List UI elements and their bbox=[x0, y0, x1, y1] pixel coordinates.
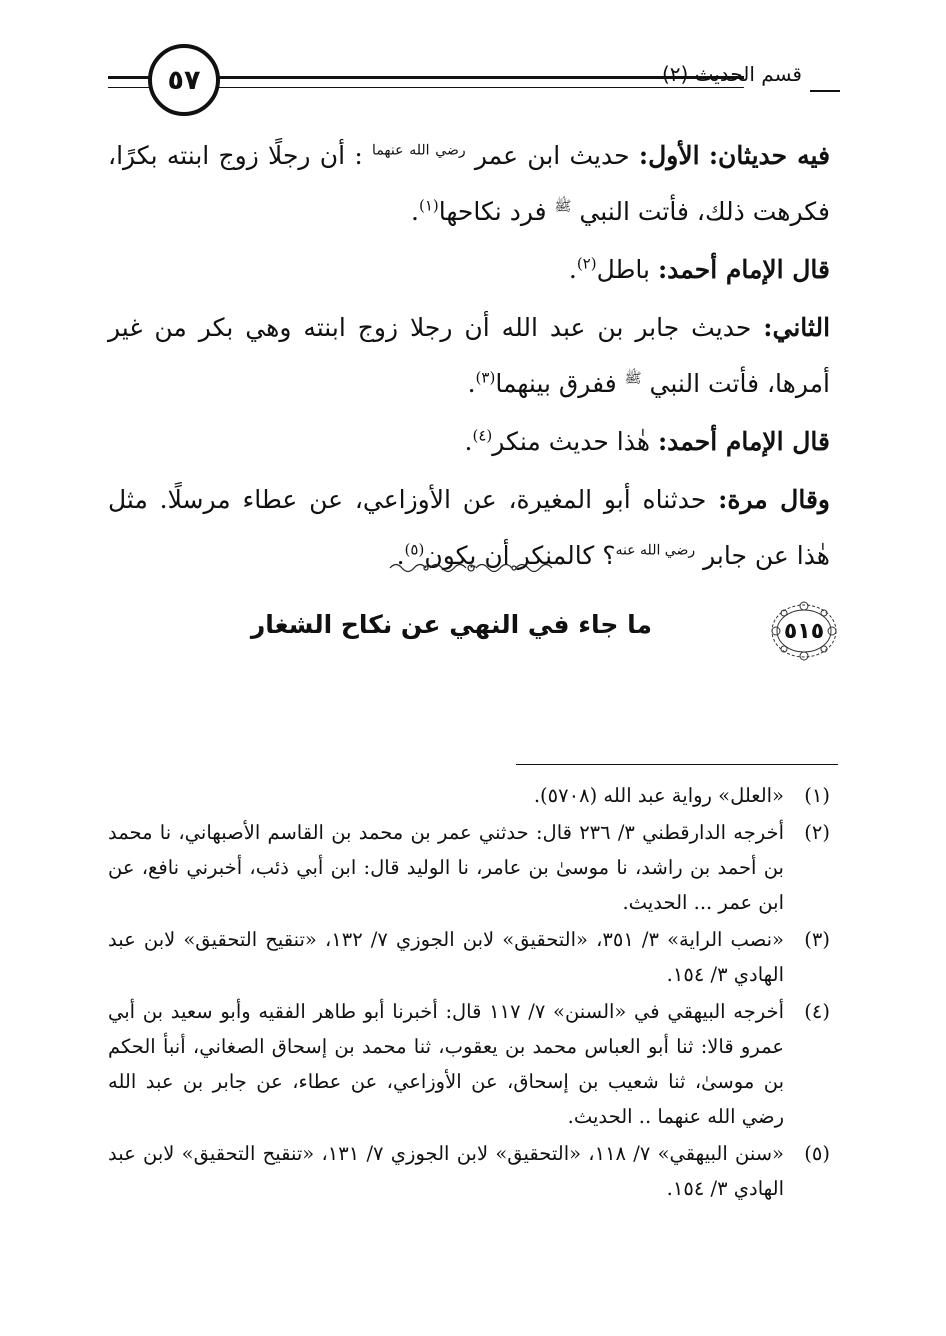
footnote-number: (١) bbox=[804, 784, 830, 807]
paragraph-text: : أن رجلًا زوج ابنته بكرًا، فكرهت ذلك، فأتت النبي bbox=[108, 141, 830, 226]
paragraph-end: . bbox=[464, 427, 473, 456]
footnote-ref: (٣) bbox=[475, 368, 496, 387]
paragraph-3 bbox=[108, 300, 830, 412]
footnote-ref: (٥) bbox=[404, 540, 425, 559]
paragraph-end: . bbox=[568, 255, 577, 284]
header-rule-right bbox=[810, 90, 840, 92]
paragraph-text: حدثناه أبو المغيرة، عن الأوزاعي، عن عطاء مرسلًا. مثل هٰذا عن جابر bbox=[108, 485, 830, 570]
paragraph-end: . bbox=[411, 197, 419, 226]
honorific-mark: ﷺ bbox=[624, 370, 642, 387]
paragraph-label: قال الإمام أحمد: bbox=[657, 427, 830, 456]
paragraph-text: حديث جابر بن عبد الله أن رجلا زوج ابنته وهي بكر من غير أمرها، فأتت النبي bbox=[108, 313, 830, 398]
footnote-item bbox=[108, 994, 830, 1134]
ornament-divider bbox=[386, 558, 556, 578]
paragraph-label: قال الإمام أحمد: bbox=[657, 255, 830, 284]
paragraph-text: حديث ابن عمر bbox=[474, 141, 630, 170]
page-number: ٥٧ bbox=[167, 64, 201, 96]
page-number-circle bbox=[148, 44, 220, 116]
footnote-number: (٣) bbox=[804, 928, 830, 951]
paragraph-label: الثاني: bbox=[763, 313, 831, 342]
footnote-number: (٥) bbox=[804, 1142, 830, 1165]
footnote-text: «سنن البيهقي» ٧/ ١١٨، «التحقيق» لابن الجوزي ٧/ ١٣١، «تنقيح التحقيق» لابن عبد الهادي ٣/ ١٥٤. bbox=[108, 1142, 784, 1200]
footnote-item bbox=[108, 922, 830, 992]
footnote-separator bbox=[516, 764, 838, 765]
paragraph-label: وقال مرة: bbox=[718, 485, 830, 514]
paragraph-end: . bbox=[467, 369, 476, 398]
chapter-heading bbox=[108, 596, 840, 666]
paragraph-sub-label: الأول: bbox=[638, 141, 700, 170]
footnote-number: (٢) bbox=[804, 821, 830, 844]
footnote-item bbox=[108, 778, 830, 813]
footnote-text: أخرجه البيهقي في «السنن» ٧/ ١١٧ قال: أخبرنا أبو طاهر الفقيه وأبو سعيد بن أبي عمرو قالا: ثنا أبو العباس محمد بن يعقوب، ثنا محمد بن إسحاق الصغاني، أنبأ الحكم بن موسىٰ، ثنا شعيب بن إسحاق، عن الأوزاعي، عن عطاء، عن جابر بن عبد الله رضي الله عنهما .. الحديث. bbox=[108, 1000, 784, 1128]
paragraph-text: ؟ كالمنكر أن يكون bbox=[424, 541, 616, 570]
page-header bbox=[108, 40, 840, 120]
paragraph-text: فرد نكاحها bbox=[438, 197, 547, 226]
footnote-item bbox=[108, 815, 830, 920]
chapter-number: ٥١٥ bbox=[783, 618, 825, 644]
footnote-number: (٤) bbox=[804, 1000, 830, 1023]
main-text bbox=[108, 128, 830, 586]
honorific-mark: ﷺ bbox=[554, 198, 572, 215]
footnote-item bbox=[108, 1136, 830, 1206]
footnotes bbox=[108, 778, 830, 1208]
paragraph-text: هٰذا حديث منكر bbox=[492, 427, 650, 456]
paragraph-text: ففرق بينهما bbox=[495, 369, 617, 398]
footnote-ref: (١) bbox=[419, 196, 439, 215]
paragraph-text: باطل bbox=[596, 255, 650, 284]
footnote-text: أخرجه الدارقطني ٣/ ٢٣٦ قال: حدثني عمر بن محمد بن القاسم الأصبهاني، نا محمد بن أحمد بن راشد، نا موسىٰ بن عامر، نا الوليد قال: ابن أبي ذئب، أخبرني نافع، عن ابن عمر ... الحديث. bbox=[108, 821, 784, 914]
paragraph-end: . bbox=[396, 541, 405, 570]
honorific-mark: رضي الله عنه bbox=[615, 542, 696, 559]
chapter-number-badge bbox=[768, 600, 840, 662]
footnote-ref: (٤) bbox=[472, 426, 493, 445]
footnote-text: «نصب الراية» ٣/ ٣٥١، «التحقيق» لابن الجوزي ٧/ ١٣٢، «تنقيح التحقيق» لابن عبد الهادي ٣/ ١٥٤. bbox=[108, 928, 784, 986]
chapter-title: ما جاء في النهي عن نكاح الشغار bbox=[250, 610, 652, 639]
honorific-mark: رضي الله عنهما bbox=[372, 142, 466, 159]
footnote-ref: (٢) bbox=[576, 254, 597, 273]
running-title: قسم الحديث (٢) bbox=[661, 62, 802, 86]
paragraph-1 bbox=[108, 128, 830, 240]
footnote-text: «العلل» رواية عبد الله (٥٧٠٨). bbox=[533, 784, 784, 807]
paragraph-4 bbox=[108, 414, 830, 470]
paragraph-2 bbox=[108, 242, 830, 298]
paragraph-label: فيه حديثان: bbox=[708, 141, 831, 170]
